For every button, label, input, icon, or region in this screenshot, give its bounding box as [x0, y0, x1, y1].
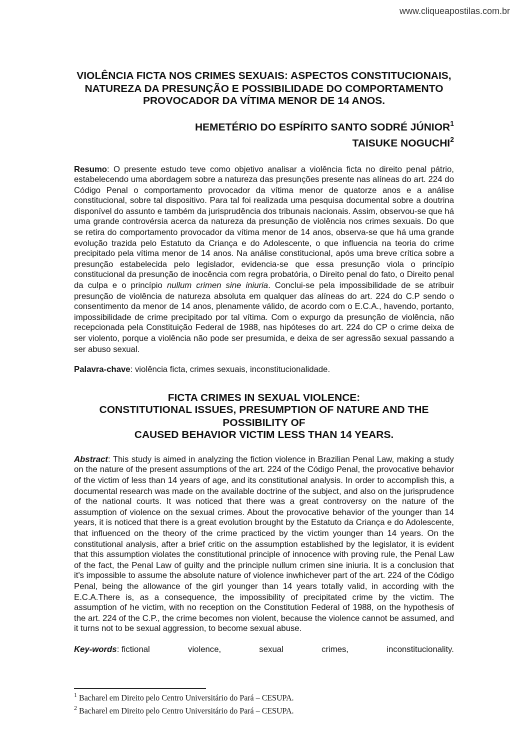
resumo-paragraph — [74, 164, 454, 355]
keyword-item: inconstitucionality. — [386, 643, 454, 654]
authors — [74, 118, 454, 151]
title-pt-line: PROVOCADOR DA VÍTIMA MENOR DE 14 ANOS. — [142, 95, 386, 107]
palavra-chave — [74, 364, 454, 375]
author-name: TAISUKE NOGUCHI — [352, 137, 451, 150]
author-line — [74, 134, 454, 151]
footnote — [74, 704, 294, 717]
abstract-paragraph — [74, 454, 454, 634]
site-url: www.cliqueapostilas.com.br — [399, 6, 510, 16]
title-en-line: CONSTITUTIONAL ISSUES, PRESUMPTION OF NATURE AND THE — [99, 404, 429, 417]
keyword-item: crimes, — [321, 643, 349, 654]
footnote-mark: 1 — [74, 693, 77, 699]
author-line — [74, 118, 454, 135]
keywords-label: Key-words — [74, 643, 117, 654]
keyword-item: : fictional — [116, 643, 150, 654]
abstract-text: : This study is aimed in analyzing the fiction violence in Brazilian Penal Law, making a study on the nature of the present assumptions of the art. 224 of the Código Penal, the provocative behavior of the victim of less than 14 years of age, and its constitutional analysis. In order to accomplish this, a documental research was made on the available doctrine of the subject, and also on the jurisprudence of the national courts. It was noticed that there was a great controversy on the nature of the assumption of violence on the sexual crimes. About the provocative behavior of the younger than 14 years, it is noticed that there is a great evolution brought by the Estatuto da Criança e do Adolescente, that influenced on the theory of the crime practiced by the victim younger than 14 years. On the constitutional analysis, after a brief critic on the assumption established by the legislator, it is evident that this assumption violates the constitutional principle of innocence with proving rule, the Penal Law of the fact, the Penal Law of guilty and the principle nullum crimen sine iniuria. It is a conclusion that it's impossible to assume the absolute nature of violence inwhichever part of the art. 224 of the Código Penal, being the allowance of the girl younger than 14 years totally valid, in according with the E.C.A.There is, as a consequence, the impossibility of precipitated crime by the victim. The assumption of he victim, with no reception on the Constitution Federal of 1988, on the hypothesis of the art. 224 of the C.P., the crime becomes non violent, because the violence cannot be assumed, and it turns not to be sexual aggression, to become sexual abuse. — [74, 453, 454, 634]
author-name: HEMETÉRIO DO ESPÍRITO SANTO SODRÉ JÚNIOR — [194, 121, 451, 133]
keywords-first — [74, 644, 150, 654]
title-en-line: CAUSED BEHAVIOR VICTIM LESS THAN 14 YEARS. — [134, 429, 394, 442]
keyword-item: sexual — [259, 643, 284, 654]
keyword-item: violence, — [188, 643, 222, 654]
keywords — [74, 644, 454, 654]
resumo-text: : O presente estudo teve como objetivo analisar a violência ficta no direito penal pátrio, estabelecendo uma abordagem sobre a natureza das presunções presente nas alíneas do art. 224 do Código Penal o comportamento provocador da vítima menor de quatorze anos e a análise constitucional, sobre tal dispositivo. Para tal foi realizada uma pesquisa documental sobre a doutrina disponível do assunto e também da jurisprudência dos tribunais nacionais. Assim, observou-se que há uma grande controvérsia acerca da natureza da presunção de violência nos crimes sexuais. Do que se retira do comportamento provocador da vítima menor de 14 anos, observa-se que há uma grande evolução trazida pelo Estatuto da Criança e do Adolescente, o que influencia na teoria do crime precipitado pela vítima menor de 14 anos. Na análise constitucional, após uma breve crítica sobre a presunção estabelecida pelo legislador, evidencia-se que essa presunção viola o princípio constitucional da presunção de inocência com regra probatória, o Direito penal do fato, o Direito penal da culpa e o princípio — [74, 163, 454, 291]
footnote-text: Bacharel em Direito pelo Centro Universitário do Pará – CESUPA. — [77, 706, 294, 716]
title-pt — [74, 70, 454, 108]
footnote-divider — [74, 688, 206, 689]
footnote — [74, 691, 294, 704]
palavra-chave-label: Palavra-chave — [74, 364, 131, 375]
footnotes — [74, 691, 294, 716]
palavra-chave-text: : violência ficta, crimes sexuais, inconstitucionalidade. — [130, 364, 331, 375]
paper-page — [74, 70, 454, 654]
resumo-text: . Conclui-se pela impossibilidade de se atribuir presunção de violência de natureza absoluta em qualquer das alíneas do art. 224 do C.P sendo o consentimento da menor de 14 anos, plenamente válido, de acordo com o E.C.A., havendo, portanto, impossibilidade de crime precipitado por tal vítima. Com o expurgo da presunção de violência, não recepcionada pela Constituição Federal de 1988, nas hipóteses do art. 224 do CP o crime deixa de ser violento, porque a violência não pode ser presumida, e deixa de ser agressão sexual passando a ser abuso sexual. — [74, 280, 454, 354]
title-pt-line: NATUREZA DA PRESUNÇÃO E POSSIBILIDADE DO COMPORTAMENTO — [84, 82, 444, 95]
title-en — [74, 392, 454, 442]
footnote-mark: 1 — [450, 120, 454, 128]
footnote-mark: 2 — [74, 705, 77, 712]
title-en-line: FICTA CRIMES IN SEXUAL VIOLENCE: — [167, 391, 361, 404]
footnote-mark: 2 — [450, 137, 454, 144]
abstract-label: Abstract — [74, 453, 108, 464]
title-pt-line: VIOLÊNCIA FICTA NOS CRIMES SEXUAIS: ASPECTOS CONSTITUCIONAIS, — [76, 70, 452, 82]
resumo-label: Resumo — [74, 163, 108, 174]
footnote-text: Bacharel em Direito pelo Centro Universitário do Pará – CESUPA. — [77, 693, 294, 703]
resumo-italic: nullum crimen sine iniuria — [166, 280, 269, 291]
title-en-line: POSSIBILITY OF — [222, 416, 306, 429]
